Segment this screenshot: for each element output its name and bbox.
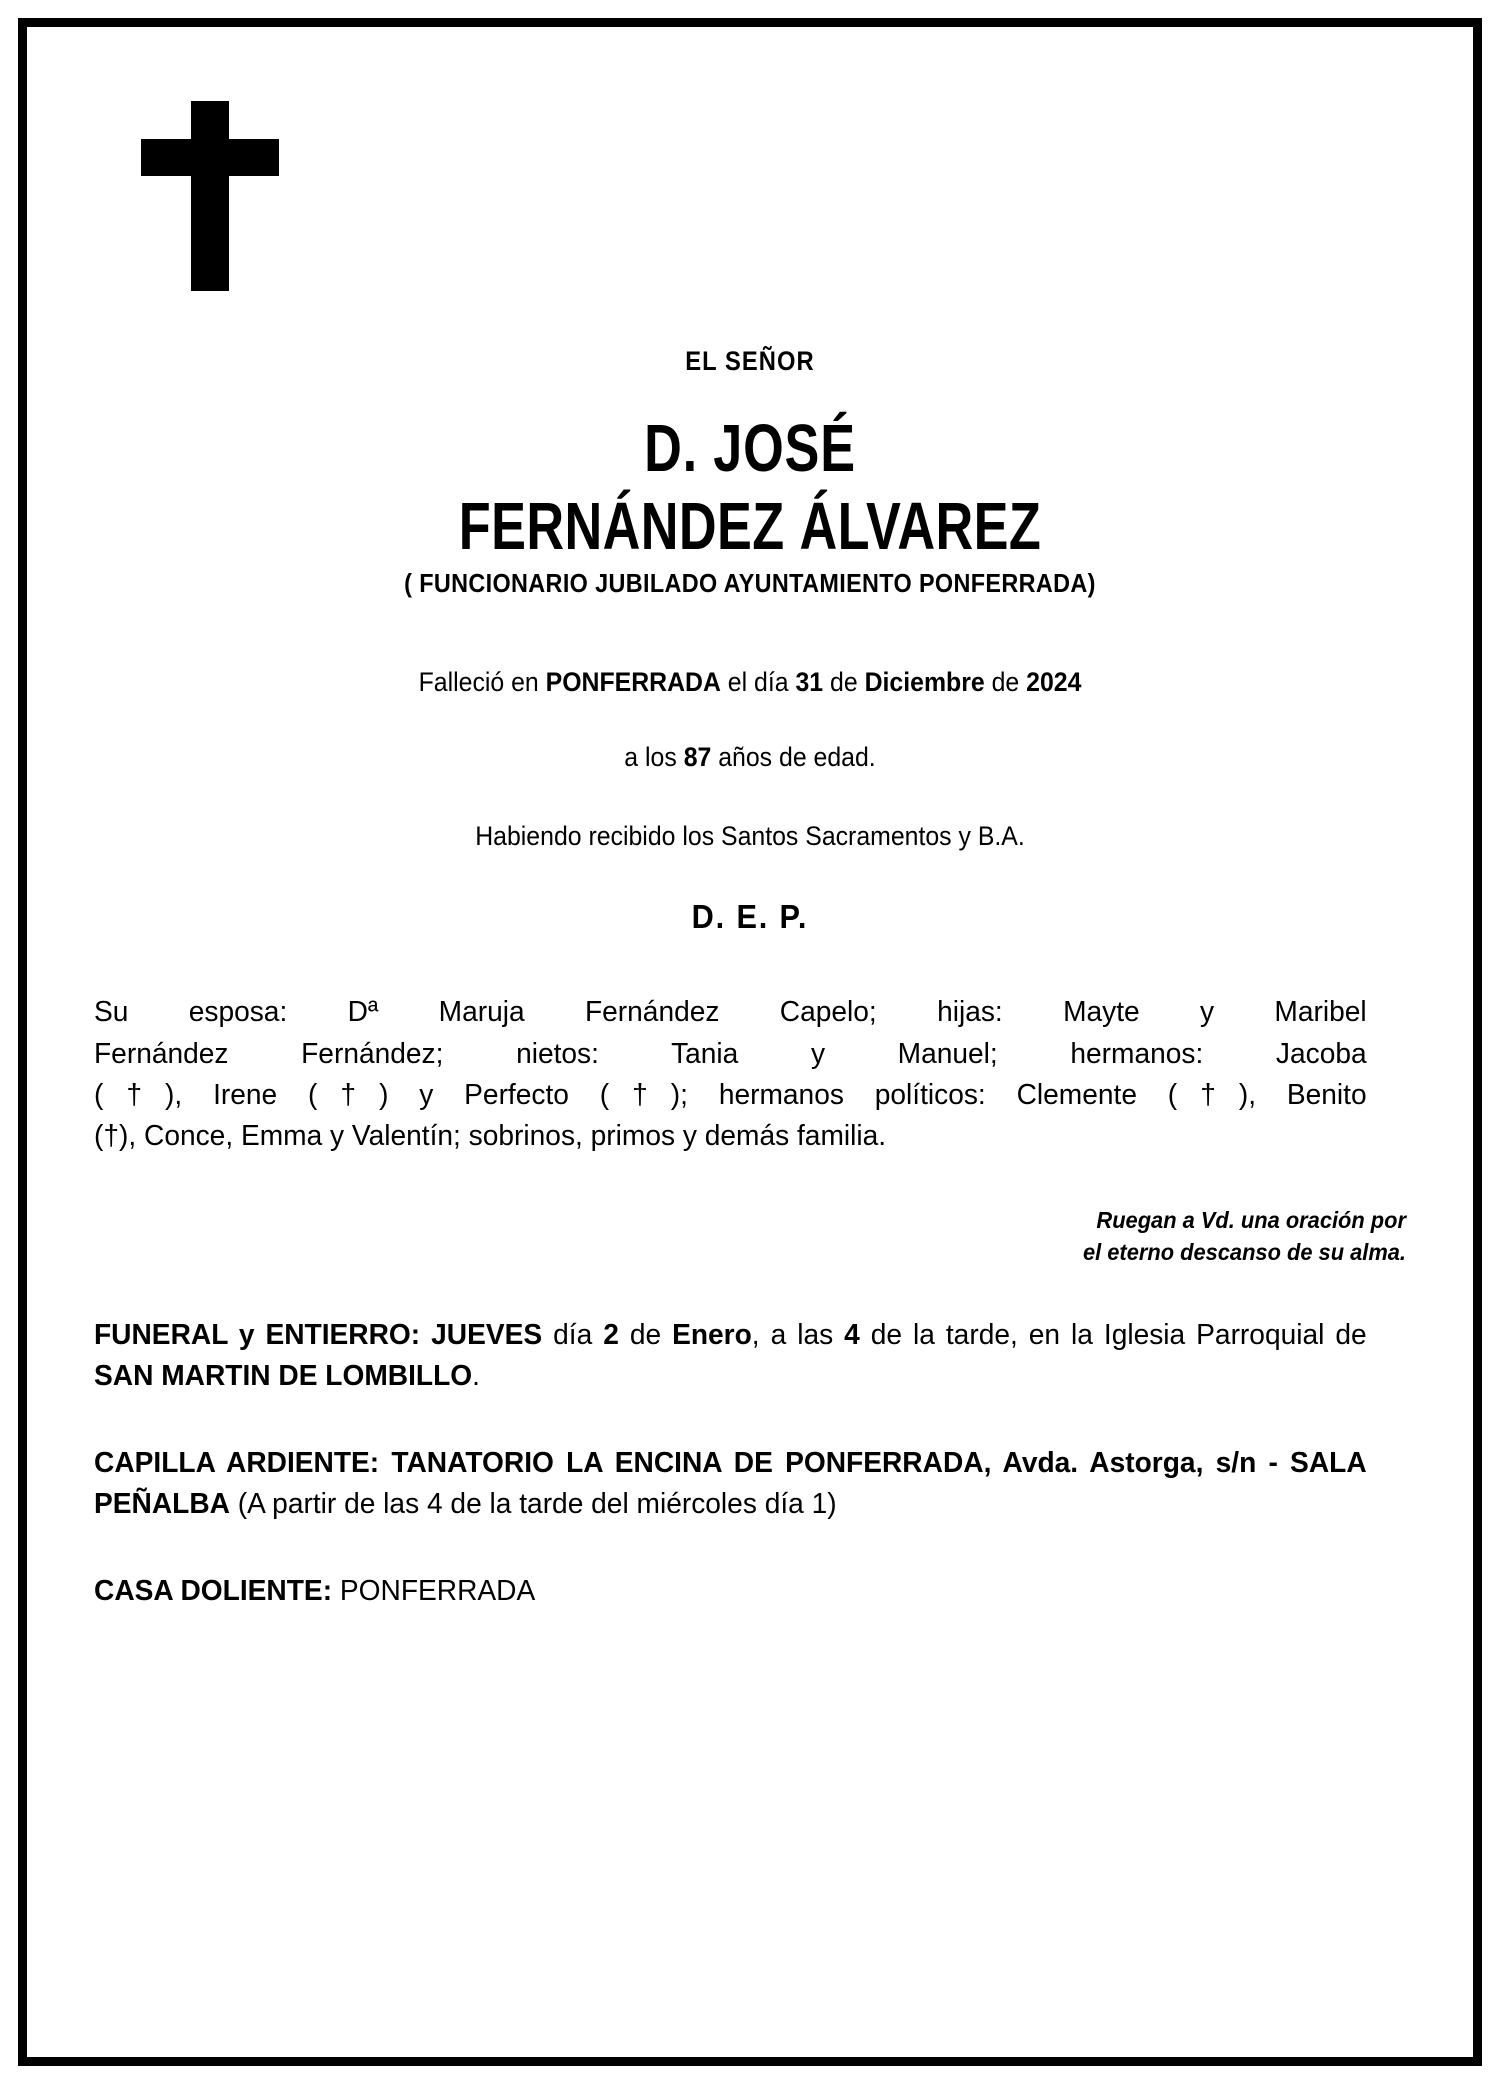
prayer-line: Ruegan a Vd. una oración por	[1096, 1207, 1406, 1234]
funeral-month: Enero	[672, 1318, 752, 1351]
death-mid-3: de	[984, 667, 1027, 698]
casa-label: CASA DOLIENTE:	[94, 1575, 333, 1608]
funeral-day: 2	[603, 1318, 619, 1351]
honorific-label: EL SEÑOR	[685, 346, 815, 376]
capilla-detail: (A partir de las 4 de la tarde del miércoles día 1)	[229, 1488, 837, 1521]
deceased-given-name: D. JOSÉ	[644, 411, 856, 486]
family-line: Su esposa: Dª Maruja Fernández Capelo; hijas: Mayte y Maribel	[94, 996, 1367, 1029]
age-statement	[146, 742, 1353, 773]
age-value: 87	[683, 742, 712, 773]
death-prefix: Falleció en	[418, 667, 546, 698]
notice-content	[46, 46, 1454, 1612]
prayer-line: el eterno descanso de su alma.	[1082, 1238, 1406, 1265]
funeral-end: .	[472, 1359, 480, 1392]
sacraments-statement: Habiendo recibido los Santos Sacramentos y B.A.	[475, 821, 1025, 852]
death-day: 31	[795, 667, 824, 698]
funeral-label: FUNERAL y ENTIERRO: JUEVES	[94, 1318, 543, 1351]
death-year: 2024	[1026, 667, 1082, 698]
funeral-mid-5: , en la Iglesia Parroquial de	[1009, 1318, 1367, 1351]
funeral-mid-3: , a las	[751, 1318, 845, 1351]
funeral-mid-4: de la tarde	[859, 1318, 1010, 1351]
family-line: Fernández Fernández; nietos: Tania y Manuel; hermanos: Jacoba	[94, 1037, 1367, 1070]
casa-value: PONFERRADA	[332, 1575, 536, 1608]
prayer-request	[160, 1205, 1406, 1268]
funeral-time: 4	[844, 1318, 860, 1351]
capilla-ardiente-details	[94, 1443, 1367, 1525]
dep-abbreviation: D. E. P.	[691, 898, 809, 936]
funeral-mid-1: día	[542, 1318, 604, 1351]
death-month: Diciembre	[864, 667, 985, 698]
death-place: PONFERRADA	[545, 667, 721, 698]
death-mid-1: el día	[720, 667, 796, 698]
capilla-label: CAPILLA ARDIENTE: TANATORIO LA ENCINA DE PONFERRADA, Avda. Astorga, s/n - SALA PEÑALBA	[94, 1446, 1367, 1521]
funeral-church: SAN MARTIN DE LOMBILLO	[94, 1359, 473, 1392]
deceased-surname: FERNÁNDEZ ÁLVAREZ	[458, 489, 1042, 564]
casa-doliente-details	[94, 1571, 1367, 1612]
deceased-occupation: ( FUNCIONARIO JUBILADO AYUNTAMIENTO PONFERRADA)	[404, 568, 1096, 599]
deceased-name-block	[94, 411, 1406, 599]
family-members-paragraph	[94, 992, 1367, 1157]
family-line: (†), Conce, Emma y Valentín; sobrinos, primos y demás familia.	[94, 1119, 887, 1152]
death-statement	[146, 667, 1353, 698]
family-line: (†), Irene (†) y Perfecto (†); hermanos políticos: Clemente (†), Benito	[94, 1078, 1367, 1111]
age-suffix: años de edad.	[711, 742, 876, 773]
funeral-details	[94, 1315, 1367, 1397]
funeral-mid-2: de	[618, 1318, 673, 1351]
age-prefix: a los	[624, 742, 684, 773]
notice-inner-area	[46, 46, 1454, 2038]
death-mid-2: de	[823, 667, 865, 698]
